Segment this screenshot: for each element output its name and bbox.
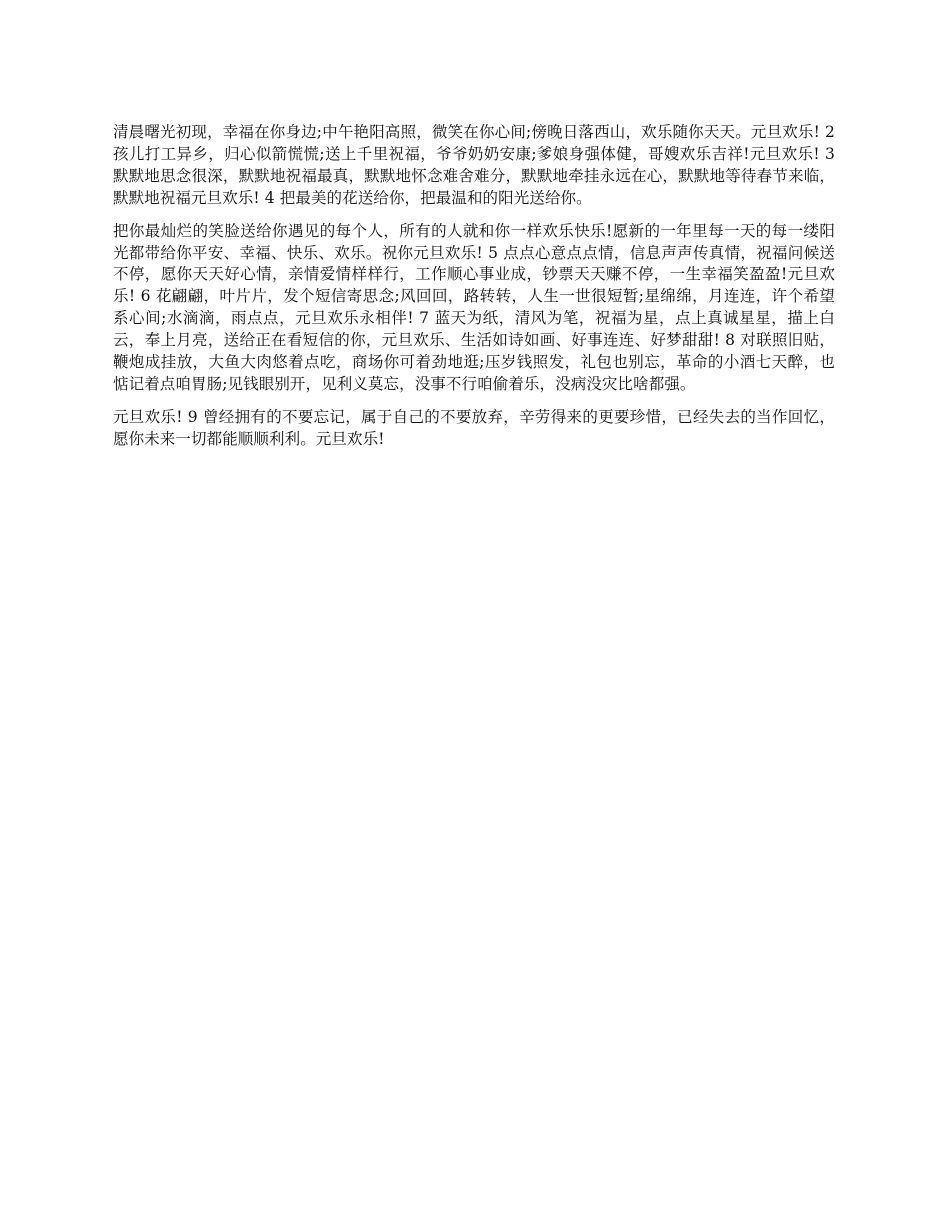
paragraph-3: 元旦欢乐! 9 曾经拥有的不要忘记，属于自己的不要放弃，辛劳得来的更要珍惜，已经失去的当作回忆，愿你未来一切都能顺顺利利。元旦欢乐! xyxy=(113,407,835,448)
document-body xyxy=(113,122,835,462)
paragraph-2: 把你最灿烂的笑脸送给你遇见的每个人，所有的人就和你一样欢乐快乐!愿新的一年里每一天的每一缕阳光都带给你平安、幸福、快乐、欢乐。祝你元旦欢乐! 5 点点心意点点情，信息声声传真情，祝福问候送不停，愿你天天好心情，亲情爱情样样行，工作顺心事业成，钞票天天赚不停，一生幸福笑盈盈!元旦欢乐! 6 花翩翩，叶片片，发个短信寄思念;风回回，路转转，人生一世很短暂;星绵绵，月连连，许个希望系心间;水滴滴，雨点点，元旦欢乐永相伴! 7 蓝天为纸，清风为笔，祝福为星，点上真诚星星，描上白云，奉上月亮，送给正在看短信的你，元旦欢乐、生活如诗如画、好事连连、好梦甜甜! 8 对联照旧贴，鞭炮成挂放，大鱼大肉悠着点吃，商场你可着劲地逛;压岁钱照发，礼包也别忘，革命的小酒七天醉，也惦记着点咱胃肠;见钱眼别开，见利义莫忘，没事不行咱偷着乐，没病没灾比啥都强。 xyxy=(113,221,835,393)
paragraph-1: 清晨曙光初现，幸福在你身边;中午艳阳高照，微笑在你心间;傍晚日落西山，欢乐随你天天。元旦欢乐! 2 孩儿打工异乡，归心似箭慌慌;送上千里祝福，爷爷奶奶安康;爹娘身强体健，哥嫂欢乐吉祥!元旦欢乐! 3 默默地思念很深，默默地祝福最真，默默地怀念难舍难分，默默地牵挂永远在心，默默地等待春节来临，默默地祝福元旦欢乐! 4 把最美的花送给你，把最温和的阳光送给你。 xyxy=(113,123,835,207)
